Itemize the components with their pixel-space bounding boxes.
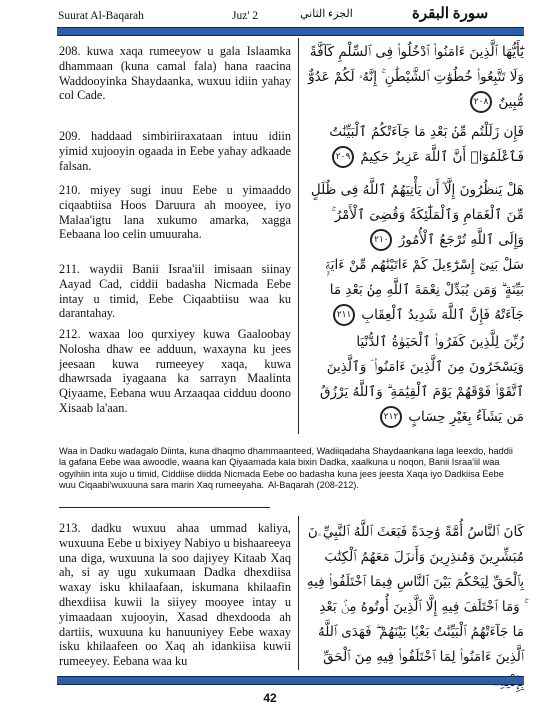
arabic-text-213: كَانَ ٱلنَّاسُ أُمَّةً وَٰحِدَةً فَبَعَثَ ٱللَّهُ ٱلنَّبِيِّۦنَ مُبَشِّرِينَ وَمُنذِرِينَ وَأَنزَلَ مَعَهُمُ ٱلْكِتَٰبَ بِٱلْحَقِّ لِيَحْكُمَ بَيْنَ ٱلنَّاسِ فِيمَا ٱخْتَلَفُوا۟ فِيهِ ۚ وَمَا ٱخْتَلَفَ فِيهِ إِلَّا ٱلَّذِينَ أُوتُوهُ مِنۢ بَعْدِ مَا جَآءَتْهُمُ ٱلْبَيِّنَٰتُ بَغْيًۢا بَيْنَهُمْ ۖ فَهَدَى ٱللَّهُ ٱلَّذِينَ ءَامَنُوا۟ لِمَا ٱخْتَلَفُوا۟ فِيهِ مِنَ ٱلْحَقِّ bbox=[306, 524, 524, 665]
somali-verse-212: 212. waxaa loo qurxiyey kuwa Gaaloobay Nolosha dhaw ee adduun, waxayna ku jees jeesaan kuwa rumeeyey xaqa, kuwa dhawrsada iyagaana ka sarrayn Maalinta Qiyaame, Eebana wuu Arzaaqaa cidduu doono Xisaab la'aan. bbox=[59, 327, 291, 415]
arabic-text-209: فَإِن زَلَلْتُم مِّنۢ بَعْدِ مَا جَآءَتْكُمُ ٱلْبَيِّنَٰتُ فَٱعْلَمُوٓا۟ أَنَّ ٱللَّهَ عَزِيزٌ حَكِيمٌ bbox=[329, 124, 524, 165]
verse-marker-209: ٢٠٩ bbox=[332, 146, 354, 168]
somali-verse-210: 210. miyey sugi inuu Eebe u yimaaddo ciqaabtiisa Hoos Daruura ah mooyee, iyo Malaa'igtu lana xukumo amarka, xagga Eebaana loo celin umuuraha. bbox=[59, 183, 291, 242]
arabic-text-208: يَٰٓأَيُّهَا ٱلَّذِينَ ءَامَنُوا۟ ٱدْخُلُوا۟ فِى ٱلسِّلْمِ كَآفَّةً وَلَا تَتَّبِعُوا۟ خُطُوَٰتِ ٱلشَّيْطَٰنِ ۚ إِنَّهُۥ لَكُمْ عَدُوٌّ مُّبِينٌ bbox=[308, 44, 524, 110]
verse-marker-211: ٢١١ bbox=[333, 304, 355, 326]
header-bar bbox=[57, 27, 524, 36]
arabic-text-210: هَلْ يَنظُرُونَ إِلَّآ أَن يَأْتِيَهُمُ ٱللَّهُ فِى ظُلَلٍ مِّنَ ٱلْغَمَامِ وَٱلْمَلَٰٓئِكَةُ وَقُضِىَ ٱلْأَمْرُ ۚ وَإِلَى ٱللَّهِ تُرْجَعُ ٱلْأُمُورُ bbox=[310, 182, 524, 248]
footer-bar bbox=[57, 676, 524, 685]
somali-verse-209: 209. haddaad simbiriiraxataan intuu idiin yimid xujooyin ogaada in Eebe yahay adkaade falsan. bbox=[59, 129, 291, 173]
page-number: 42 bbox=[263, 691, 277, 705]
arabic-verse-211 bbox=[304, 253, 524, 328]
somali-verse-208: 208. kuwa xaqa rumeeyow u gala Islaamka dhammaan (kuna camal fala) hana raacina Waddooyinka Shaydaanka, wuxuu idiin yahay col Cade. bbox=[59, 44, 291, 103]
verse-marker-212: ٢١٢ bbox=[380, 406, 402, 428]
arabic-verse-210 bbox=[304, 178, 524, 253]
arabic-text-212: زُيِّنَ لِلَّذِينَ كَفَرُوا۟ ٱلْحَيَوٰةُ ٱلدُّنْيَا وَيَسْخَرُونَ مِنَ ٱلَّذِينَ ءَامَنُوا۟ ۘ وَٱلَّذِينَ ٱتَّقَوْا۟ فَوْقَهُمْ يَوْمَ ٱلْقِيَٰمَةِ ۗ وَٱللَّهُ يَرْزُقُ مَن يَشَآءُ بِغَيْرِ حِسَابٍ bbox=[320, 334, 524, 425]
verse-marker-208: ٢٠٨ bbox=[470, 91, 492, 113]
column-divider-lower bbox=[298, 516, 299, 670]
arabic-verse-208 bbox=[304, 40, 524, 115]
arabic-verse-213 bbox=[304, 520, 524, 695]
juz-label: Juz' 2 bbox=[232, 10, 259, 22]
verse-marker-210: ٢١٠ bbox=[370, 229, 392, 251]
page-header bbox=[0, 0, 540, 30]
column-divider bbox=[298, 38, 299, 434]
somali-verse-211: 211. waydii Banii Israa'iil imisaan siinay Aayad Cad, ciddii badasha Nicmada Eebe intay u timid, Eebe Ciqaabtiisu waa ku darantahay. bbox=[59, 262, 291, 321]
commentary-footnote bbox=[59, 446, 521, 492]
arabic-text-211: سَلْ بَنِىٓ إِسْرَٰٓءِيلَ كَمْ ءَاتَيْنَٰهُم مِّنْ ءَايَةٍۭ بَيِّنَةٍ ۗ وَمَن يُبَدِّلْ نِعْمَةَ ٱللَّهِ مِنۢ بَعْدِ مَا جَآءَتْهُ فَإِنَّ ٱللَّهَ شَدِيدُ ٱلْعِقَابِ bbox=[325, 257, 524, 323]
surah-name: Suurat Al-Baqarah bbox=[58, 10, 144, 22]
footnote-reference: Al-Baqarah (208-212). bbox=[268, 480, 359, 491]
arabic-verse-209 bbox=[304, 120, 524, 170]
footnote-text: Waa in Dadku wadagalo Diinta, kuna dhaqmo dhammaanteed, Wadiiqadaha Shaydaankana laga leexdo, haddii la gafana Eebe waa awoodle, waana kan Qiyaamada kala bixin Dadka, xaalkuna u noqon, Banii Israa'iil waa ogyihiin inta xujo u timid, Ciddiise diidda Nicmada Eebe oo badasha kuna jees jeesta Xaqa iyo Dadkiisa Eebe wuu Ciqaabi'wuxuuna sara marin Xaq rumeeyaha. bbox=[59, 446, 513, 491]
somali-verse-213: 213. dadku wuxuu ahaa ummad kaliya, wuxuuna Eebe u bixiyey Nabiyo u bishaareeya una diga, wuxuuna la soo dajiyey Kitaab Xaq ah, si ay ugu xukumaan Dadka dhexdiisa waxay isku khilaafaan, iskumana khilaafin dhexdiisa kuwii la siiyey mooyee intay u yimaadaan xujooyin, Xasad dhexdooda ah dartiis, wuxuuna ku hanuuniyey Eebe waxay isku khilaafeen oo Xaq ah idankiisa kuwii rumeeyey. Eebana waa ku bbox=[59, 521, 291, 669]
juz-arabic: الجزء الثاني bbox=[300, 8, 353, 20]
footnote-separator bbox=[59, 507, 270, 508]
arabic-verse-212 bbox=[304, 330, 524, 430]
surah-arabic: سورة البقرة bbox=[412, 6, 489, 22]
